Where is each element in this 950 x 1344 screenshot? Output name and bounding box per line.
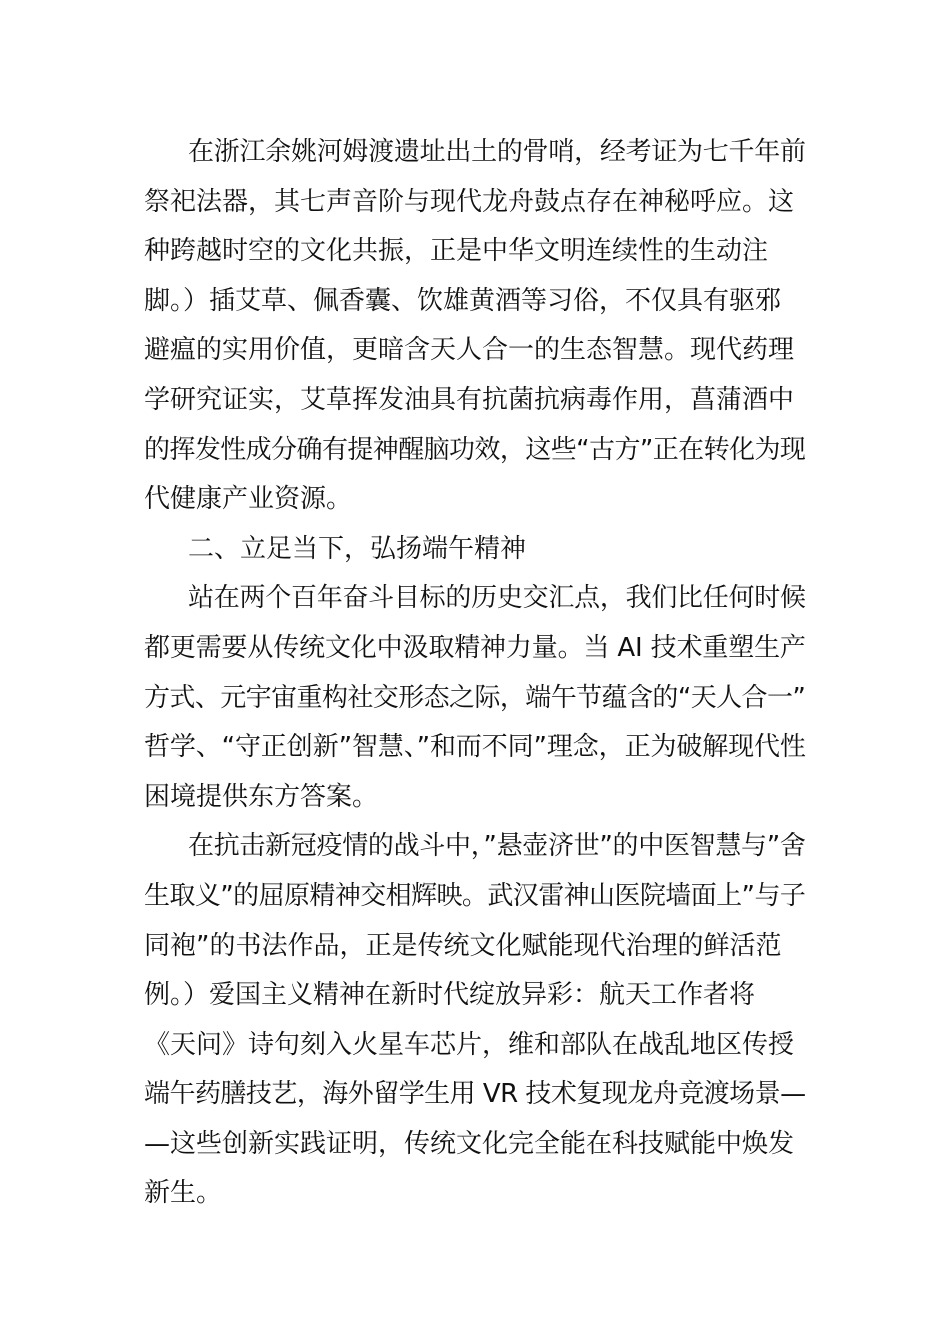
section-heading: 二、立足当下，弘扬端午精神 [188,533,527,564]
text-line: 困境提供东方答案。 [144,781,379,812]
text-line: 例。）爱国主义精神在新时代绽放异彩：航天工作者将 [144,980,756,1011]
text-line: 都更需要从传统文化中汲取精神力量。当 AI 技术重塑生产 [144,632,806,663]
text-line: 《天问》诗句刻入火星车芯片，维和部队在战乱地区传授 [144,1029,795,1060]
text-line: 生取义”的屈原精神交相辉映。武汉雷神山医院墙面上”与子 [144,880,806,911]
text-line: 站在两个百年奋斗目标的历史交汇点，我们比任何时候 [188,583,806,614]
text-line: —这些创新实践证明，传统文化完全能在科技赋能中焕发 [144,1128,795,1159]
text-line: 新生。 [144,1178,223,1209]
text-line: 端午药膳技艺，海外留学生用 VR 技术复现龙舟竞渡场景— [144,1079,806,1110]
text-line: 在浙江余姚河姆渡遗址出土的骨哨，经考证为七千年前 [188,137,806,167]
text-line: 的挥发性成分确有提神醒脑功效，这些“古方”正在转化为现 [144,434,806,465]
text-line: 同袍”的书法作品，正是传统文化赋能现代治理的鲜活范 [144,930,782,961]
text-line: 在抗击新冠疫情的战斗中，”悬壶济世”的中医智慧与”舍 [188,831,806,862]
text-line: 学研究证实，艾草挥发油具有抗菌抗病毒作用，菖蒲酒中 [144,384,795,415]
text-line: 脚。）插艾草、佩香囊、饮雄黄酒等习俗，不仅具有驱邪 [144,285,782,316]
text-line: 种跨越时空的文化共振，正是中华文明连续性的生动注 [144,236,769,267]
text-line: 哲学、“守正创新”智慧、”和而不同”理念，正为破解现代性 [144,732,806,763]
text-line: 避瘟的实用价值，更暗含天人合一的生态智慧。现代药理 [144,335,795,366]
text-line: 祭祀法器，其七声音阶与现代龙舟鼓点存在神秘呼应。这 [144,186,795,217]
body-text [144,128,806,1219]
text-line: 代健康产业资源。 [144,484,353,515]
text-line: 方式、元宇宙重构社交形态之际，端午节蕴含的“天人合一” [144,682,806,713]
